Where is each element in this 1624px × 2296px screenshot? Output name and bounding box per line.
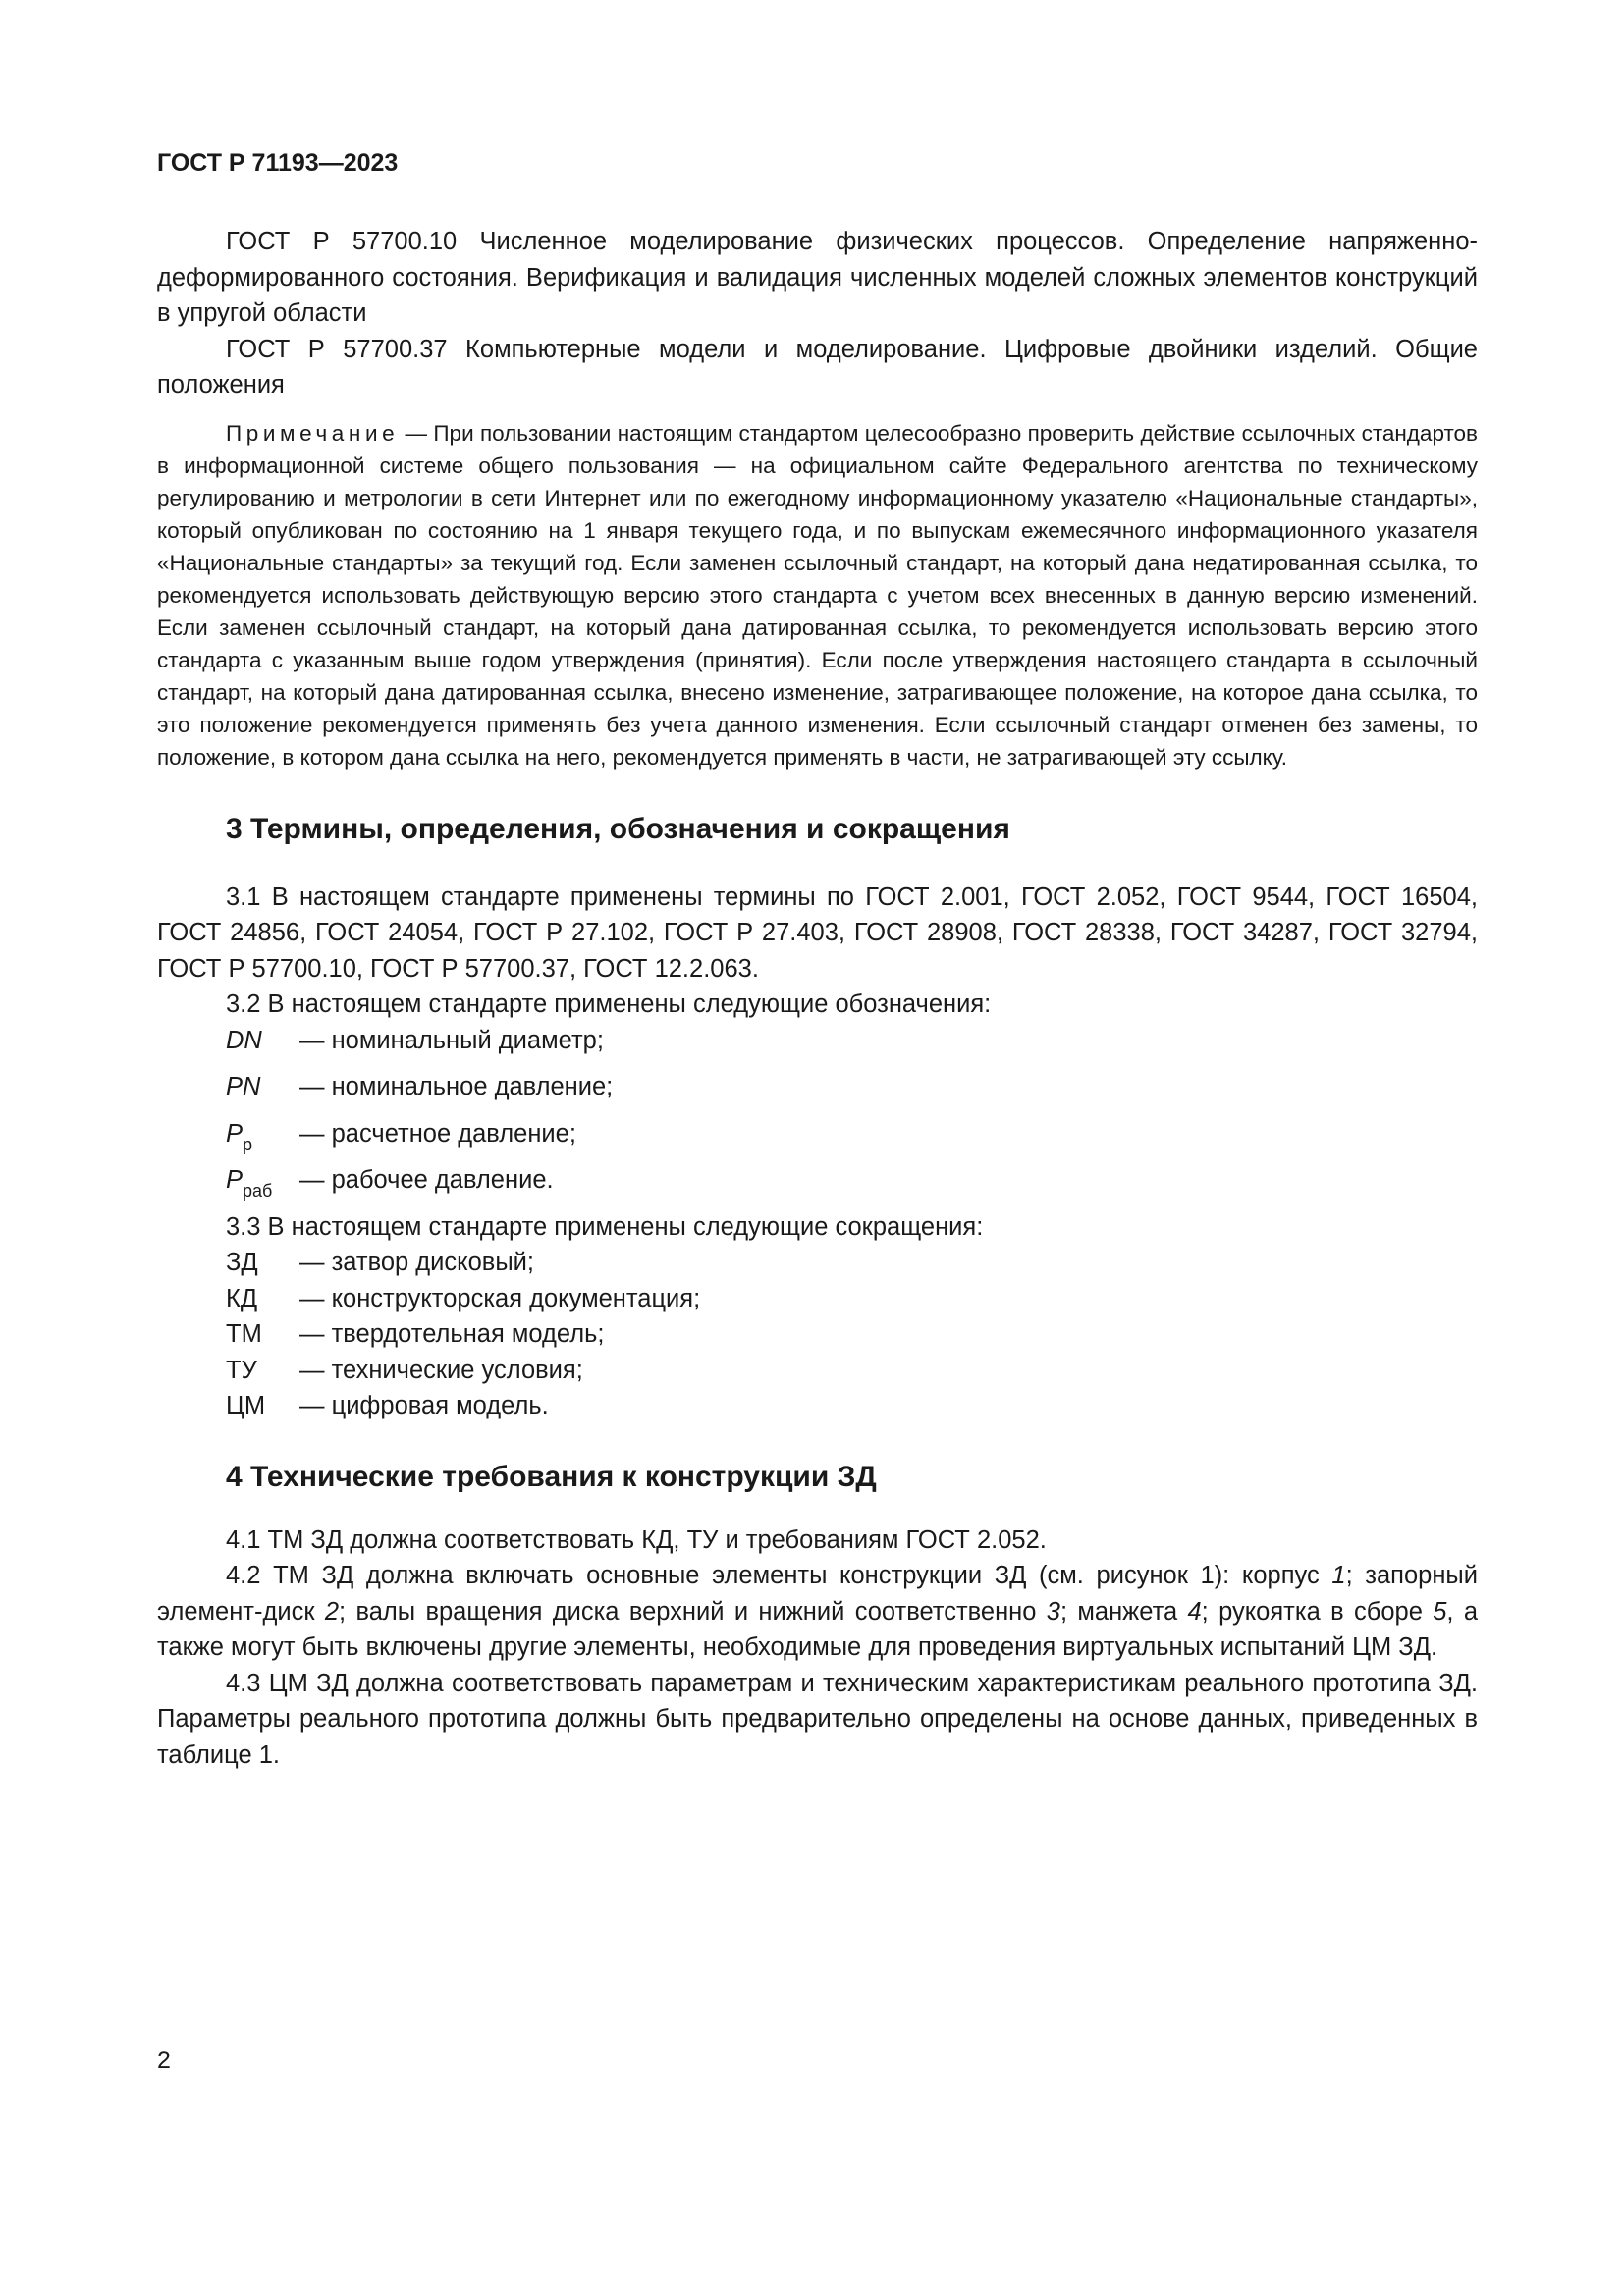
abbreviation-item [157,1245,1478,1281]
abbreviation-description: — конструкторская документация; [299,1284,701,1312]
abbreviation-item [157,1388,1478,1424]
abbreviations-list [157,1245,1478,1424]
section-3-heading: 3 Термины, определения, обозначения и сокращения [226,812,1010,845]
abbreviation-item [157,1316,1478,1353]
symbol-item [157,1162,1478,1209]
document-header: ГОСТ Р 71193—2023 [157,149,399,177]
ref-number: 4 [1187,1597,1202,1626]
ref-number: 1 [1331,1562,1346,1590]
abbreviation-item [157,1353,1478,1389]
symbol-term: $P_{раб}$ [226,1166,273,1201]
clause-3-1: 3.1 В настоящем стандарте применены термины по ГОСТ 2.001, ГОСТ 2.052, ГОСТ 9544, ГОСТ 16504, ГОСТ 24856, ГОСТ 24054, ГОСТ Р 27.102, ГОСТ Р 27.403, ГОСТ 28908, ГОСТ 28338, ГОСТ 34287, ГОСТ 32794, ГОСТ Р 57700.10, ГОСТ Р 57700.37, ГОСТ 12.2.063. [157,882,1478,983]
ref-number: 5 [1433,1597,1447,1626]
clause-4-3: 4.3 ЦМ ЗД должна соответствовать параметрам и техническим характеристикам реального прототипа ЗД. Параметры реального прототипа должны быть предварительно определены на основе данных, приведенных в таблице 1. [157,1669,1478,1769]
abbreviation-description: — твердотельная модель; [299,1320,605,1349]
abbreviation-item [157,1281,1478,1317]
symbol-term: $P_р$ [226,1119,253,1154]
symbol-term: DN [226,1026,262,1054]
clause-3-3: 3.3 В настоящем стандарте применены следующие сокращения: [226,1212,984,1241]
note-label: Примечание [226,420,400,446]
symbols-list [157,1023,1478,1209]
note-paragraph [157,417,1478,774]
section-4-heading: 4 Технические требования к конструкции ЗД [226,1460,877,1493]
abbreviation-description: — затвор дисковый; [299,1249,534,1277]
abbreviation-term: ТМ [226,1320,262,1349]
symbol-item [157,1023,1478,1070]
abbreviation-term: ТУ [226,1356,257,1384]
symbol-term: PN [226,1073,261,1101]
symbol-item [157,1069,1478,1116]
note-text: — При пользовании настоящим стандартом целесообразно проверить действие ссылочных стандартов в информационной системе общего пользования — на официальном сайте Федерального агентства по техническому регулированию и метрологии в сети Интернет или по ежегодному информационному указателю «Национальные стандарты», который опубликован по состоянию на 1 января текущего года, и по выпускам ежемесячного информационного указателя «Национальные стандарты» за текущий год. Если заменен ссылочный стандарт, на который дана недатированная ссылка, то рекомендуется использовать действующую версию этого стандарта с учетом всех внесенных в данную версию изменений. Если заменен ссылочный стандарт, на который дана датированная ссылка, то рекомендуется использовать версию этого стандарта с указанным выше годом утверждения (принятия). Если после утверждения настоящего стандарта в ссылочный стандарт, на который дана датированная ссылка, внесено изменение, затрагивающее положение, на которое дана ссылка, то это положение рекомендуется применять без учета данного изменения. Если ссылочный стандарт отменен без замены, то положение, в котором дана ссылка на него, рекомендуется применять в части, не затрагивающей эту ссылку. [157,420,1478,771]
symbol-item [157,1116,1478,1163]
clause-4-1: 4.1 ТМ ЗД должна соответствовать КД, ТУ и требованиям ГОСТ 2.052. [226,1525,1047,1554]
reference-gost-57700-37: ГОСТ Р 57700.37 Компьютерные модели и моделирование. Цифровые двойники изделий. Общие положения [157,335,1478,399]
ref-number: 3 [1046,1597,1060,1626]
ref-number: 2 [324,1597,340,1626]
page-number: 2 [157,2047,171,2074]
symbol-description: — номинальное давление; [299,1073,614,1101]
clause-3-2: 3.2 В настоящем стандарте применены следующие обозначения: [226,990,992,1019]
abbreviation-term: ЗД [226,1249,258,1277]
symbol-description: — расчетное давление; [299,1119,576,1148]
symbol-description: — номинальный диаметр; [299,1026,604,1054]
abbreviation-term: ЦМ [226,1392,266,1420]
clause-4-2: 4.2 ТМ ЗД должна включать основные элементы конструкции ЗД (см. рисунок 1): корпус 1; запорный элемент-диск 2; валы вращения диска верхний и нижний соответственно 3; манжета 4; рукоятка в сборе 5, а также могут быть включены другие элементы, необходимые для проведения виртуальных испытаний ЦМ ЗД. [157,1562,1479,1662]
abbreviation-description: — цифровая модель. [299,1392,549,1420]
abbreviation-description: — технические условия; [299,1356,583,1384]
symbol-description: — рабочее давление. [299,1166,554,1195]
reference-gost-57700-10: ГОСТ Р 57700.10 Численное моделирование физических процессов. Определение напряженно-деформированного состояния. Верификация и валидация численных моделей сложных элементов конструкций в упругой области [157,228,1478,327]
abbreviation-term: КД [226,1284,258,1312]
page-body [157,224,1478,1773]
document-page [157,0,1478,2296]
